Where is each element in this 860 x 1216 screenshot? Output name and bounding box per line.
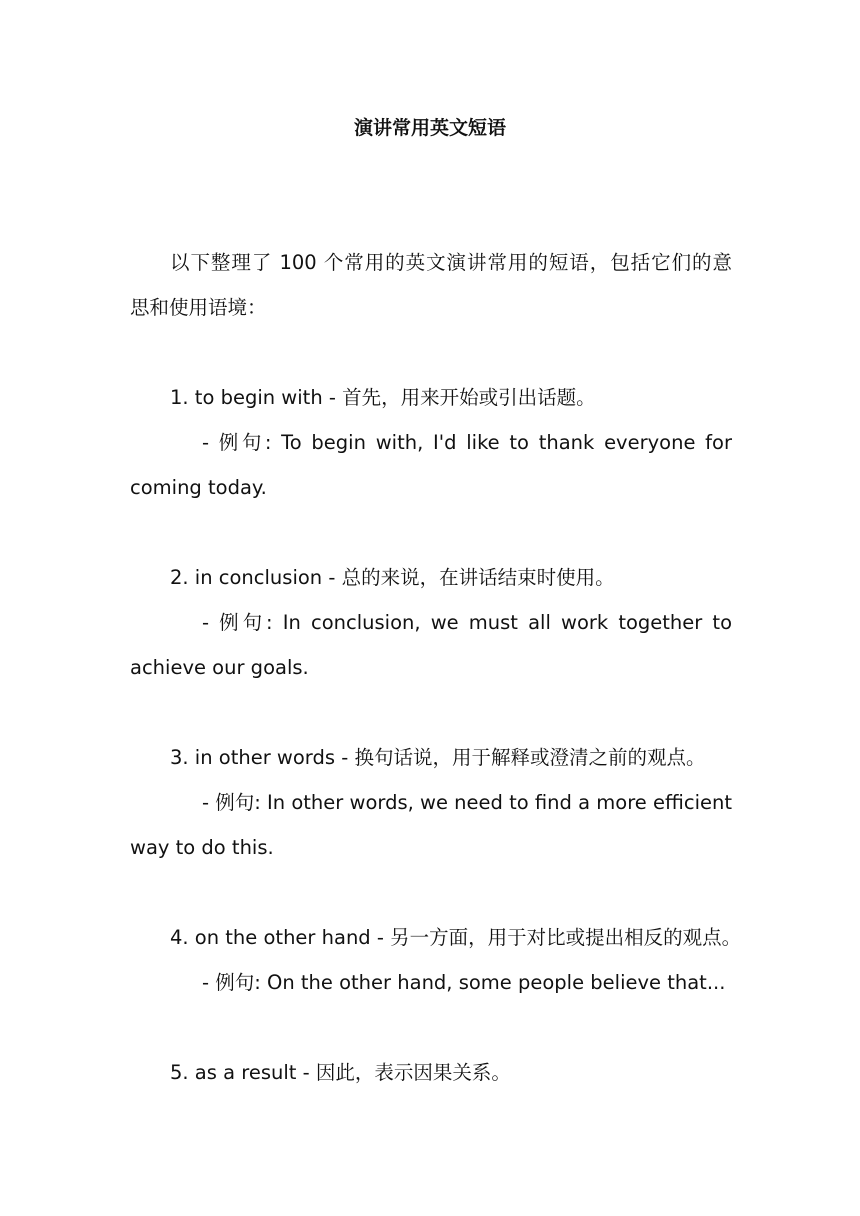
- item-2-example-line-1: - 例句: In conclusion, we must all work together to: [202, 611, 732, 634]
- item-2-example-line-2: achieve our goals.: [130, 656, 309, 679]
- document-title: 演讲常用英文短语: [353, 117, 506, 139]
- intro-line-1: 以下整理了 100 个常用的英文演讲常用的短语，包括它们的意: [170, 251, 732, 274]
- item-4-heading: 4. on the other hand - 另一方面，用于对比或提出相反的观点。: [170, 926, 742, 949]
- item-1-example-line-2: coming today.: [130, 476, 267, 499]
- item-1-example-line-1: - 例句: To begin with, I'd like to thank everyone for: [202, 431, 732, 454]
- item-1-heading: 1. to begin with - 首先，用来开始或引出话题。: [170, 386, 596, 409]
- intro-line-2: 思和使用语境：: [130, 296, 267, 319]
- item-2-heading: 2. in conclusion - 总的来说，在讲话结束时使用。: [170, 566, 615, 589]
- item-3-example-line-1: - 例句: In other words, we need to find a more efficient: [202, 791, 732, 814]
- item-3-example-line-2: way to do this.: [130, 836, 274, 859]
- item-4-example-line-1: - 例句: On the other hand, some people believe that...: [202, 971, 726, 994]
- item-3-heading: 3. in other words - 换句话说，用于解释或澄清之前的观点。: [170, 746, 706, 769]
- item-5-heading: 5. as a result - 因此，表示因果关系。: [170, 1061, 511, 1084]
